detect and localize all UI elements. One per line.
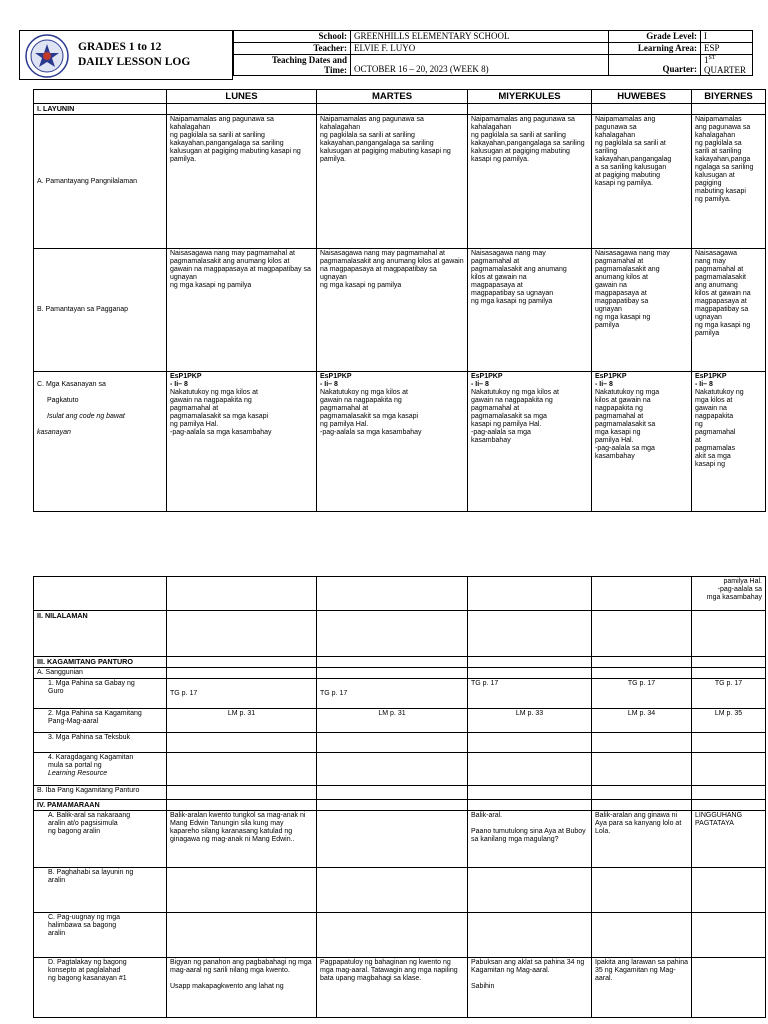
quarter-value (701, 55, 753, 76)
row-label-pagtalakay: D. Pagtalakay ng bagong konsepto at paglalahad ng bagong kasanayan #1 (34, 958, 167, 1018)
section-kagamitan: III. KAGAMITANG PANTURO (34, 657, 167, 668)
cell-balik-aral-miyerkules: Balik-aral. Paano tumutulong sina Aya at Buboy sa kanilang mga magulang? (468, 811, 592, 868)
cell-lm-huwebes: LM p. 34 (592, 709, 692, 733)
text-c-biyernes: Nakatutukoy ng mga kilos at gawain na nagpapakita ng pagmamahal at pagmamalas akit sa mga kasapi ng (695, 389, 744, 468)
grade-value: I (701, 31, 753, 43)
row-label-paghahabi: B. Paghahabi sa layunin ng aralin (34, 868, 167, 913)
quarter-number: 1 (704, 55, 709, 65)
cell-a-martes: Naipamamalas ang pagunawa sa kahalagahan ng pagkilala sa sarili at sariling kakayahan,pangangalaga sa sariling kalusugan at pagiging mabuting kasapi ng pamilya. (317, 115, 468, 249)
cell-c-biyernes (692, 372, 766, 512)
day-header-miyerkules: MIYERKULES (468, 90, 592, 104)
cell-tg-miyerkules: TG p. 17 (468, 679, 592, 709)
quarter-suffix: ST (708, 55, 716, 61)
area-value: ESP (701, 43, 753, 55)
quarter-label: Quarter: (609, 55, 701, 76)
deped-seal-icon (25, 34, 69, 78)
cell-tg-lunes: TG p. 17 (167, 679, 317, 709)
header-info-table (233, 30, 753, 76)
code-martes: EsP1PKP (320, 373, 352, 380)
karagdagang-label-2: Learning Resource (48, 770, 108, 777)
code2-huwebes: - Ii– 8 (595, 381, 613, 388)
header-title-line1: GRADES 1 to 12 (78, 41, 162, 53)
cell-pagtalakay-lunes: Bigyan ng panahon ang pagbabahagi ng mga mag-aaral ng sarili nilang mga kwento. Usapp makapagkwento ang lahat ng (167, 958, 317, 1018)
cell-lm-miyerkules: LM p. 33 (468, 709, 592, 733)
code-biyernes: EsP1PKP (695, 373, 727, 380)
cell-a-biyernes: Naipamamalas ang pagunawa sa kahalagahan ng pagkilala sa sarili at sariling kakayahan,panga ngalaga sa sariling kalusugan at pagiging mabuting kasapi ng pamilya. (692, 115, 766, 249)
cell-lm-lunes: LM p. 31 (167, 709, 317, 733)
day-header-martes: MARTES (317, 90, 468, 104)
section-pamamaraan: IV. PAMAMARAAN (34, 800, 167, 811)
corner-cell (34, 90, 167, 104)
cell-a-miyerkules: Naipamamalas ang pagunawa sa kahalagahan ng pagkilala sa sarili at sariling kakayahan,pangangalaga sa sariling kalusugan at pagiging mabuting kasapi ng pamilya. (468, 115, 592, 249)
karagdagang-label-1: 4. Karagdagang Kagamitan mula sa portal ng (48, 754, 134, 769)
day-header-huwebes: HUWEBES (592, 90, 692, 104)
cell-a-huwebes: Naipamamalas ang pagunawa sa kahalagahan ng pagkilala sa sarili at sariling kakayahan,pangangalag a sa sariling kalusugan at pagiging mabuting kasapi ng pamilya. (592, 115, 692, 249)
cell-balik-aral-martes (317, 811, 468, 868)
dates-label-line2: Time: (324, 65, 347, 75)
cell-c-martes (317, 372, 468, 512)
cell-b-biyernes: Naisasagawa nang may pagmamahal at pagmamalasakit ang anumang kilos at gawain na magpapasaya at magpapatibay sa ugnayan ng mga kasapi ng pamilya (692, 249, 766, 372)
cell-c-lunes (167, 372, 317, 512)
code2-biyernes: - Ii– 8 (695, 381, 713, 388)
cell-b-martes: Naisasagawa nang may pagmamahal at pagmamalasakit ang anumang kilos at gawain na magpapasaya at magpapatibay sa ugnayan ng mga kasapi ng pamilya (317, 249, 468, 372)
code2-lunes: - Ii– 8 (170, 381, 188, 388)
dates-label-line1: Teaching Dates and (271, 55, 347, 65)
row-label-karagdagang-kagamitan (34, 753, 167, 786)
cell-lm-biyernes: LM p. 35 (692, 709, 766, 733)
code2-miyerkules: - Ii– 8 (471, 381, 489, 388)
cell-pagtalakay-martes: Pagpapatuloy ng bahaginan ng kwento ng mga mag-aaral. Tatawagin ang mga napiling bata upang magbahagi sa klase. (317, 958, 468, 1018)
kasanayan-label-2: Pagkatuto (47, 397, 79, 404)
cell-a-lunes: Naipamamalas ang pagunawa sa kahalagahan ng pagkilala sa sarili at sariling kakayahan,pangangalaga sa sariling kalusugan at pagiging mabuting kasapi ng pamilya. (167, 115, 317, 249)
text-c-martes: Nakatutukoy ng mga kilos at gawain na nagpapakita ng pagmamahal at pagmamalasakit sa mga kasapi ng pamilya Hal. -pag-aalala sa mga kasambahay (320, 389, 422, 436)
kasanayan-label-4: kasanayan (37, 429, 71, 436)
row-label-pag-uugnay: C. Pag-uugnay ng mga halimbawa sa bagong aralin (34, 913, 167, 958)
cell-b-lunes: Naisasagawa nang may pagmamahal at pagmamalasakit ang anumang kilos at gawain na magpapasaya at magpapatibay sa ugnayan ng mga kasapi ng pamilya (167, 249, 317, 372)
code-miyerkules: EsP1PKP (471, 373, 503, 380)
row-label-kagamitang-mag-aaral: 2. Mga Pahina sa Kagamitang Pang-Mag-aaral (34, 709, 167, 733)
row-label-iba-pang-kagamitan: B. Iba Pang Kagamitang Panturo (34, 786, 167, 800)
cell-tg-martes: TG p. 17 (317, 679, 468, 709)
header-title (78, 40, 190, 70)
cell-pagtalakay-biyernes (692, 958, 766, 1018)
teacher-value: ELVIE F. LUYO (351, 43, 609, 55)
kasanayan-label-3: Isulat ang code ng bawat (47, 413, 125, 420)
teacher-label: Teacher: (234, 43, 351, 55)
lesson-table-continued (33, 576, 766, 1018)
cell-tg-biyernes: TG p. 17 (692, 679, 766, 709)
dates-value: OCTOBER 16 – 20, 2023 (WEEK 8) (351, 55, 609, 76)
code2-martes: - Ii– 8 (320, 381, 338, 388)
row-label-balik-aral: A. Balik-aral sa nakaraang aralin at/o pagsisimula ng bagong aralin (34, 811, 167, 868)
cell-pagtalakay-miyerkules: Pabuksan ang aklat sa pahina 34 ng Kagamitan ng Mag-aaral. Sabihin (468, 958, 592, 1018)
row-label-teksbuk: 3. Mga Pahina sa Teksbuk (34, 733, 167, 753)
text-c-huwebes: Nakatutukoy ng mga kilos at gawain na nagpapakita ng pagmamahal at pagmamalasakit sa mga kasapi ng pamilya Hal. -pag-aalala sa mga kasambahay (595, 389, 660, 460)
area-label: Learning Area: (609, 43, 701, 55)
quarter-text: QUARTER (704, 65, 746, 75)
cell-b-huwebes: Naisasagawa nang may pagmamahal at pagmamalasakit ang anumang kilos at gawain na magpapasaya at magpapatibay sa ugnayan ng mga kasapi ng pamilya (592, 249, 692, 372)
cell-pagtalakay-huwebes: Ipakita ang larawan sa pahina 35 ng Kagamitan ng Mag-aaral. (592, 958, 692, 1018)
cell-b-miyerkules: Naisasagawa nang may pagmamahal at pagmamalasakit ang anumang kilos at gawain na magpapasaya at magpapatibay sa ugnayan ng mga kasapi ng pamilya (468, 249, 592, 372)
grade-label: Grade Level: (609, 31, 701, 43)
cell-balik-aral-huwebes: Balik-aralan ang ginawa ni Aya para sa kanyang lolo at Lola. (592, 811, 692, 868)
code-lunes: EsP1PKP (170, 373, 202, 380)
row-label-pamantayan-sa-pagganap: B. Pamantayan sa Pagganap (34, 249, 167, 372)
cell-c-miyerkules (468, 372, 592, 512)
row-label-gabay-guro: 1. Mga Pahina sa Gabay ng Guro (34, 679, 167, 709)
section-layunin: I. LAYUNIN (34, 104, 167, 115)
school-value: GREENHILLS ELEMENTARY SCHOOL (351, 31, 609, 43)
text-c-miyerkules: Nakatutukoy ng mga kilos at gawain na nagpapakita ng pagmamahal at pagmamalasakit sa mga kasapi ng pamilya Hal. -pag-aalala sa mga kasambahay (471, 389, 559, 444)
header-title-line2: DAILY LESSON LOG (78, 56, 191, 68)
cell-lm-martes: LM p. 31 (317, 709, 468, 733)
cell-c-huwebes (592, 372, 692, 512)
header-logo-box (19, 30, 233, 80)
day-header-lunes: LUNES (167, 90, 317, 104)
cell-balik-aral-biyernes: LINGGUHANG PAGTATAYA (692, 811, 766, 868)
row-label-sanggunian: A. Sanggunian (34, 668, 167, 679)
section-nilalaman: II. NILALAMAN (34, 611, 167, 657)
day-header-biyernes: BIYERNES (692, 90, 766, 104)
row-label-kasanayan (34, 372, 167, 512)
cell-tg-huwebes: TG p. 17 (592, 679, 692, 709)
cell-balik-aral-lunes: Balik-aralan kwento tungkol sa mag-anak ni Mang Edwin Tanungin sila kung may kapareho silang karanasang katulad ng ginagawa ng mag-anak ni Mang Edwin.. (167, 811, 317, 868)
school-label: School: (234, 31, 351, 43)
layunin-table (33, 89, 766, 512)
text-c-lunes: Nakatutukoy ng mga kilos at gawain na nagpapakita ng pagmamahal at pagmamalasakit sa mga kasapi ng pamilya Hal. -pag-aalala sa mga kasambahay (170, 389, 272, 436)
kasanayan-label-1: C. Mga Kasanayan sa (37, 381, 106, 388)
cell-biyernes-continued: pamilya Hal. -pag-aalala sa mga kasambahay (692, 577, 766, 611)
code-huwebes: EsP1PKP (595, 373, 627, 380)
dates-label (234, 55, 351, 76)
row-label-pamantayang-pangnilalaman: A. Pamantayang Pangnilalaman (34, 115, 167, 249)
